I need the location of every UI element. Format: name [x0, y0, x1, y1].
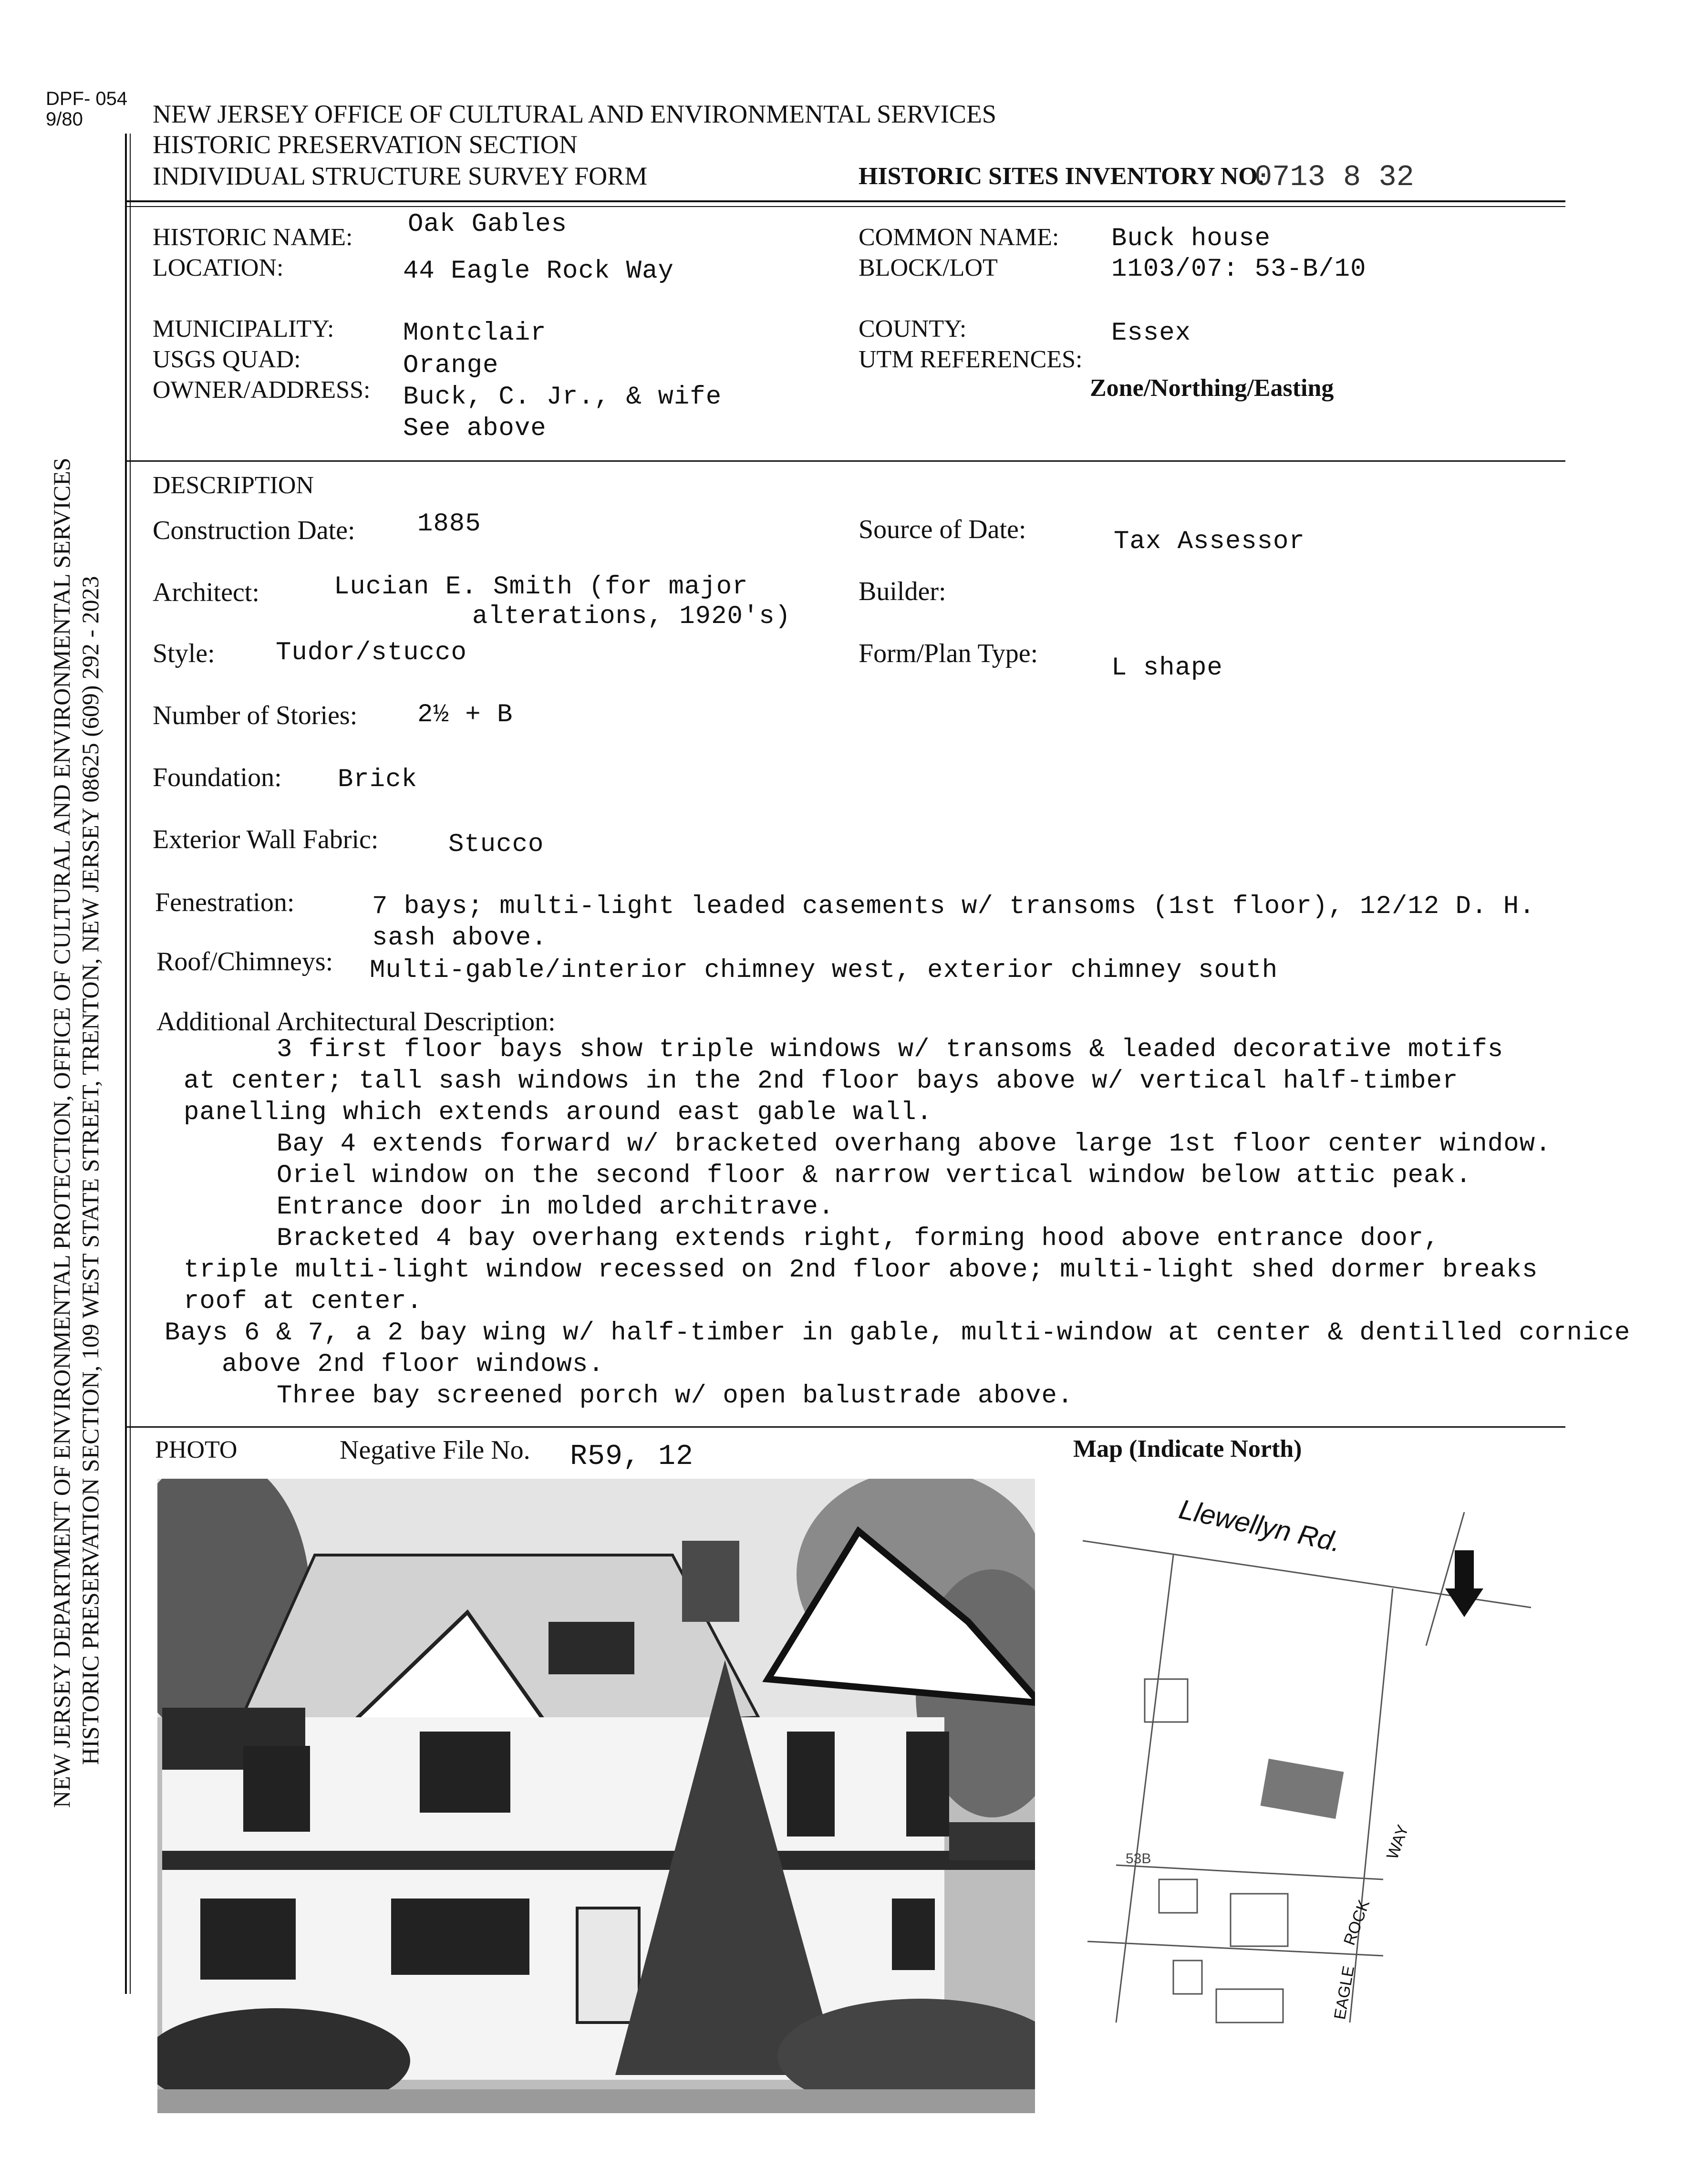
construction-date-label: Construction Date: [153, 516, 355, 545]
map-label: Map (Indicate North) [1073, 1435, 1302, 1463]
sidebar-department: NEW JERSEY DEPARTMENT OF ENVIRONMENTAL PROTECTION, OFFICE OF CULTURAL AND ENVIRONMENTAL SERVICES [48, 457, 75, 1808]
inventory-label: HISTORIC SITES INVENTORY NO. [859, 163, 1264, 190]
map-street-llewellyn: Llewellyn Rd. [1176, 1493, 1344, 1558]
rule-top-2 [125, 206, 1565, 207]
house-photo [157, 1479, 1035, 2113]
style-value: Tudor/stucco [276, 638, 467, 667]
left-border [125, 134, 127, 1994]
common-name-label: COMMON NAME: [859, 224, 1059, 251]
location-value: 44 Eagle Rock Way [403, 257, 674, 286]
owner-value: Buck, C. Jr., & wife [403, 383, 722, 412]
usgs-label: USGS QUAD: [153, 346, 301, 373]
additional-line: above 2nd floor windows. [222, 1350, 604, 1379]
county-label: COUNTY: [859, 315, 967, 342]
builder-label: Builder: [859, 577, 946, 606]
header-agency: NEW JERSEY OFFICE OF CULTURAL AND ENVIRONMENTAL SERVICES [153, 100, 996, 128]
form-code: DPF- 054 [46, 88, 128, 109]
historic-name-value: Oak Gables [408, 210, 568, 239]
stories-value: 2½ + B [417, 700, 513, 729]
additional-line: Three bay screened porch w/ open balustrade above. [277, 1381, 1074, 1411]
additional-line: panelling which extends around east gable wall. [184, 1098, 933, 1127]
rule-mid [125, 460, 1565, 462]
common-name-value: Buck house [1111, 224, 1271, 253]
additional-line: Bays 6 & 7, a 2 bay wing w/ half-timber in gable, multi-window at center & dentilled cornice [165, 1318, 1631, 1348]
description-heading: DESCRIPTION [153, 472, 314, 499]
architect-label: Architect: [153, 578, 259, 607]
wall-label: Exterior Wall Fabric: [153, 825, 379, 854]
fenestration-value-line2: sash above. [372, 923, 548, 953]
historic-name-label: HISTORIC NAME: [153, 224, 353, 251]
map-lot-label: 53B [1126, 1851, 1151, 1867]
utm-value: Zone/Northing/Easting [1090, 374, 1334, 402]
photo-label: PHOTO [155, 1436, 238, 1463]
header-form-title: INDIVIDUAL STRUCTURE SURVEY FORM [153, 162, 648, 190]
additional-line: Bay 4 extends forward w/ bracketed overhang above large 1st floor center window. [277, 1130, 1552, 1159]
roof-label: Roof/Chimneys: [156, 947, 333, 976]
municipality-label: MUNICIPALITY: [153, 315, 334, 342]
left-border-inner [130, 134, 131, 1994]
map-street-eagle: EAGLE [1331, 1964, 1358, 2021]
usgs-value: Orange [403, 351, 499, 380]
site-map-drawing [1073, 1484, 1550, 2032]
municipality-value: Montclair [403, 319, 547, 348]
rule-top [125, 200, 1565, 202]
sidebar-address: HISTORIC PRESERVATION SECTION, 109 WEST STATE STREET, TRENTON, NEW JERSEY 08625 (609) 292 - 2023 [77, 576, 104, 1765]
location-label: LOCATION: [153, 254, 284, 281]
foundation-label: Foundation: [153, 763, 282, 792]
additional-line: 3 first floor bays show triple windows w/ transoms & leaded decorative motifs [277, 1035, 1504, 1064]
fenestration-value-line1: 7 bays; multi-light leaded casements w/ transoms (1st floor), 12/12 D. H. [372, 892, 1535, 921]
owner-address-value: See above [403, 414, 547, 443]
county-value: Essex [1111, 319, 1191, 348]
utm-label: UTM REFERENCES: [859, 346, 1083, 373]
additional-line: at center; tall sash windows in the 2nd floor bays above w/ vertical half-timber [184, 1067, 1459, 1096]
construction-date-value: 1885 [417, 509, 481, 539]
additional-line: triple multi-light window recessed on 2nd floor above; multi-light shed dormer breaks [184, 1255, 1538, 1285]
roof-value: Multi-gable/interior chimney west, exterior chimney south [370, 956, 1278, 985]
block-lot-label: BLOCK/LOT [859, 254, 998, 281]
additional-line: roof at center. [184, 1287, 423, 1316]
additional-line: Bracketed 4 bay overhang extends right, forming hood above entrance door, [277, 1224, 1440, 1253]
fenestration-label: Fenestration: [155, 888, 295, 917]
additional-label: Additional Architectural Description: [156, 1007, 556, 1037]
owner-label: OWNER/ADDRESS: [153, 376, 371, 404]
foundation-value: Brick [338, 765, 418, 794]
source-label: Source of Date: [859, 515, 1026, 544]
form-plan-value: L shape [1111, 654, 1223, 683]
site-map [1073, 1484, 1550, 2032]
additional-line: Entrance door in molded architrave. [277, 1193, 835, 1222]
form-plan-label: Form/Plan Type: [859, 639, 1038, 668]
negative-value: R59, 12 [570, 1441, 694, 1473]
wall-value: Stucco [448, 830, 544, 859]
architect-value-line1: Lucian E. Smith (for major [334, 572, 748, 602]
architect-value-line2: alterations, 1920's) [472, 602, 791, 631]
block-lot-value: 1103/07: 53-B/10 [1111, 255, 1366, 284]
map-street-rock: ROCK [1340, 1897, 1374, 1948]
source-value: Tax Assessor [1114, 527, 1305, 556]
negative-label: Negative File No. [340, 1435, 530, 1465]
rule-photo [125, 1426, 1565, 1428]
style-label: Style: [153, 639, 215, 668]
inventory-value: 0713 8 32 [1254, 160, 1414, 194]
header-section: HISTORIC PRESERVATION SECTION [153, 130, 578, 159]
form-date: 9/80 [46, 109, 83, 130]
stories-label: Number of Stories: [153, 701, 358, 730]
house-photo-drawing [157, 1479, 1035, 2113]
additional-line: Oriel window on the second floor & narrow vertical window below attic peak. [277, 1161, 1472, 1190]
map-street-way: WAY [1383, 1822, 1412, 1862]
